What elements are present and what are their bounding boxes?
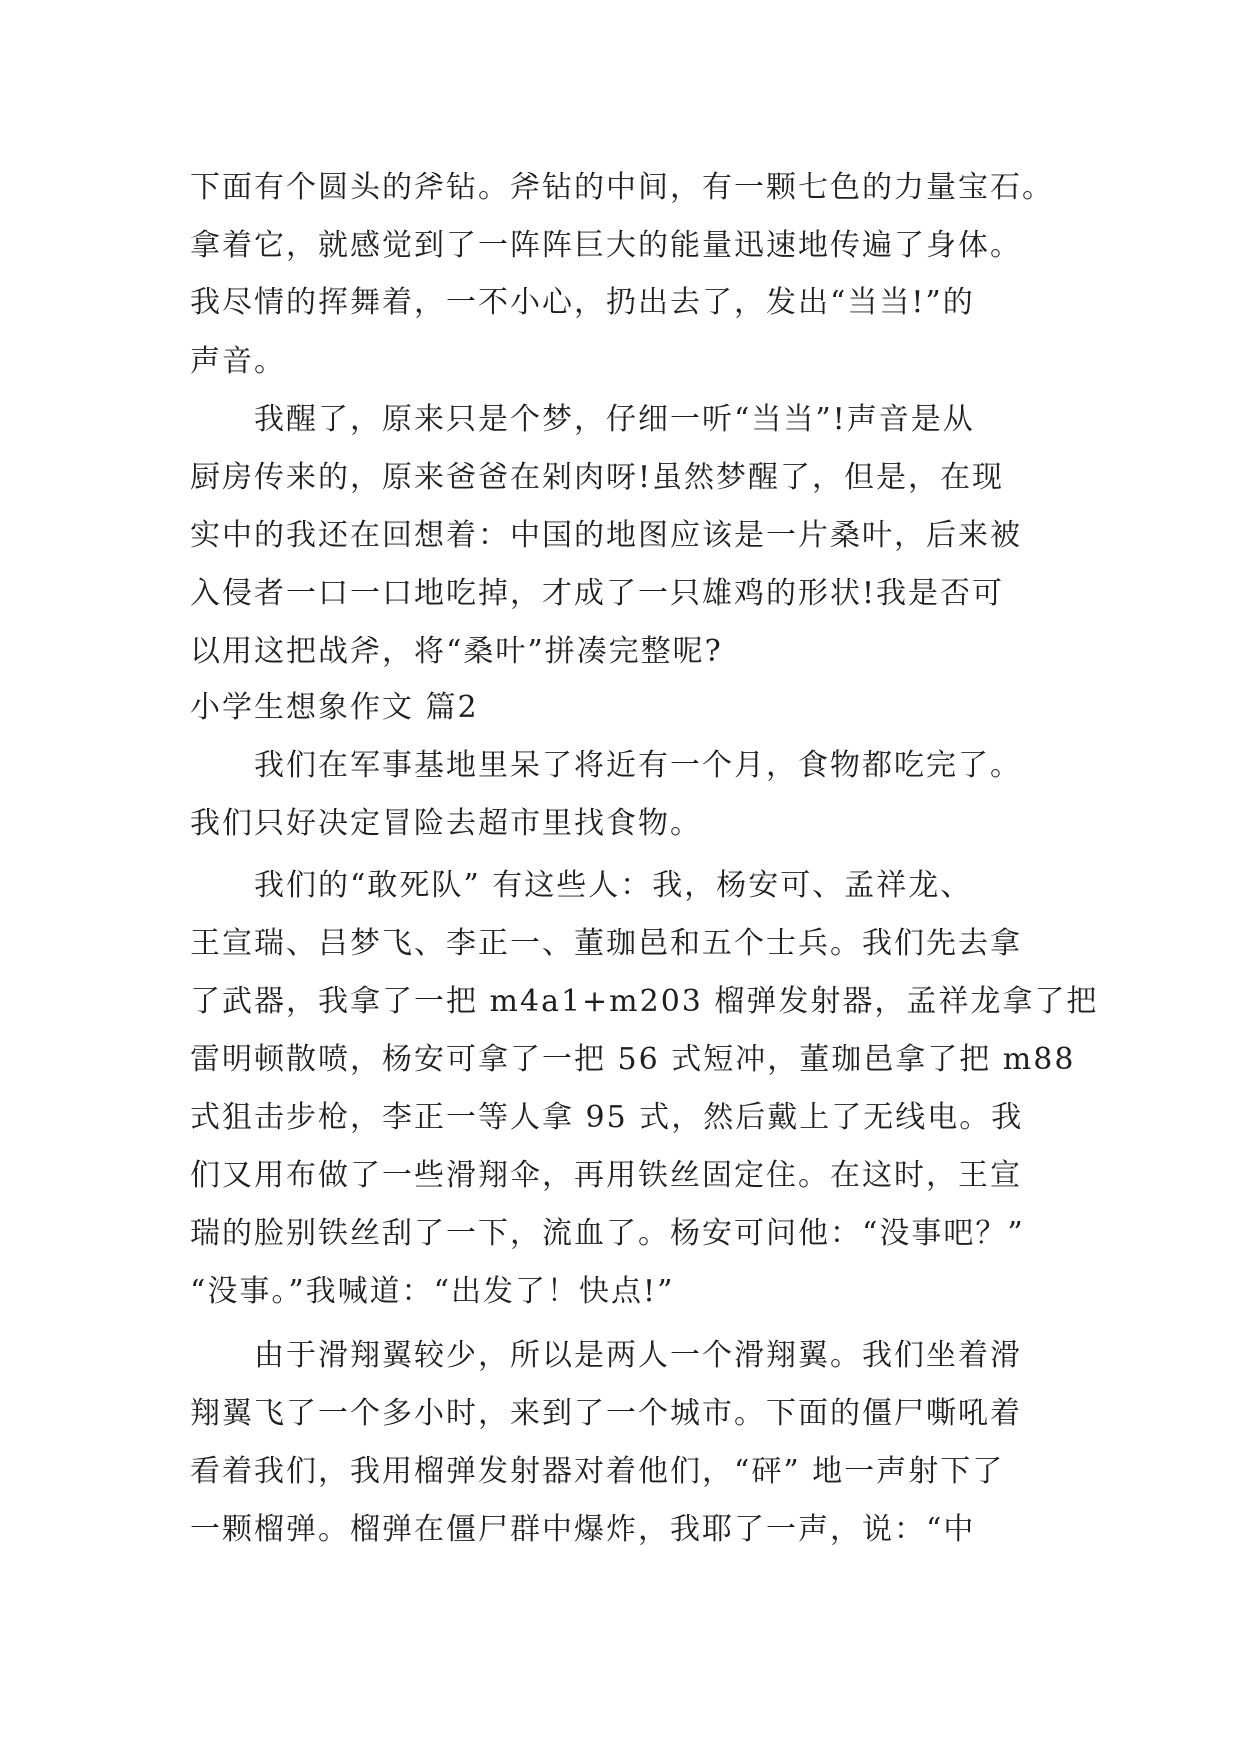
text-line: 我们只好决定冒险去超市里找食物。 xyxy=(190,806,702,841)
section-title: 小学生想象作文 篇2 xyxy=(190,690,479,725)
text-line: 以用这把战斧，将“桑叶”拼凑完整呢? xyxy=(190,634,723,669)
text-line: 式狙击步枪，李正一等人拿 95 式，然后戴上了无线电。我 xyxy=(190,1100,1024,1135)
text-line: 拿着它，就感觉到了一阵阵巨大的能量迅速地传遍了身体。 xyxy=(190,228,1022,263)
text-line: 翔翼飞了一个多小时，来到了一个城市。下面的僵尸嘶吼着 xyxy=(190,1396,1022,1431)
text-line: 们又用布做了一些滑翔伞，再用铁丝固定住。在这时，王宣 xyxy=(190,1158,1022,1193)
text-line: 下面有个圆头的斧钻。斧钻的中间，有一颗七色的力量宝石。 xyxy=(190,170,1054,205)
text-line: 声音。 xyxy=(190,344,286,379)
text-line: 我尽情的挥舞着，一不小心，扔出去了，发出“当当!”的 xyxy=(190,285,975,320)
text-line: 了武器，我拿了一把 m4a1+m203 榴弹发射器，孟祥龙拿了把 xyxy=(190,984,1099,1019)
text-line: 一颗榴弹。榴弹在僵尸群中爆炸，我耶了一声，说：“中 xyxy=(190,1512,976,1547)
text-line: 看着我们，我用榴弹发射器对着他们，“砰” 地一声射下了 xyxy=(190,1454,1005,1489)
text-line: 王宣瑞、吕梦飞、李正一、董珈邑和五个士兵。我们先去拿 xyxy=(190,926,1022,961)
text-line: 我们在军事基地里呆了将近有一个月，食物都吃完了。 xyxy=(254,748,1022,783)
text-line: 实中的我还在回想着：中国的地图应该是一片桑叶，后来被 xyxy=(190,518,1022,553)
text-line: 雷明顿散喷，杨安可拿了一把 56 式短冲，董珈邑拿了把 m88 xyxy=(190,1042,1076,1077)
text-line: “没事。”我喊道：“出发了！快点!” xyxy=(190,1274,675,1309)
text-line: 由于滑翔翼较少，所以是两人一个滑翔翼。我们坐着滑 xyxy=(254,1338,1022,1373)
text-line: 我醒了，原来只是个梦，仔细一听“当当”!声音是从 xyxy=(254,402,975,437)
text-line: 瑞的脸别铁丝刮了一下，流血了。杨安可问他：“没事吧？” xyxy=(190,1216,1025,1251)
text-line: 我们的“敢死队” 有这些人：我，杨安可、孟祥龙、 xyxy=(254,868,973,903)
text-line: 入侵者一口一口地吃掉，才成了一只雄鸡的形状!我是否可 xyxy=(190,576,1005,611)
text-line: 厨房传来的，原来爸爸在剁肉呀!虽然梦醒了，但是，在现 xyxy=(190,460,1005,495)
